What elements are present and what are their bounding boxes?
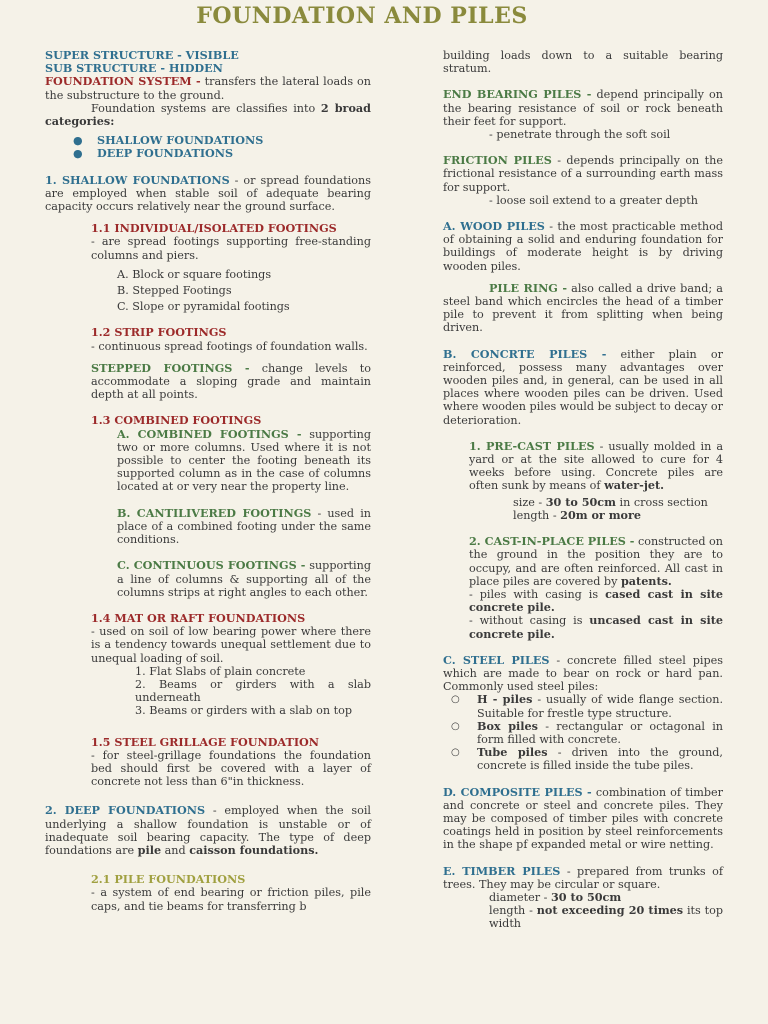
length-line <box>513 509 723 522</box>
item-text: - driven into the ground, concrete is filled inside the tube piles. <box>477 746 723 773</box>
section-heading: 1.2 STRIP FOOTINGS <box>91 325 227 340</box>
length-value: 20m or more <box>560 507 642 522</box>
precast-head: 1. PRE-CAST PILES <box>469 438 595 453</box>
deep-head: 2. DEEP FOUNDATIONS <box>45 803 206 818</box>
shallow-head: 1. SHALLOW FOUNDATIONS <box>45 172 230 187</box>
continuous-text: supporting a line of columns & supporting all of the columns strips at right angles to each other. <box>117 559 372 599</box>
list-item: A. Block or square footings <box>117 267 272 281</box>
section-1-1 <box>91 222 371 788</box>
super-structure-label: SUPER STRUCTURE - VISIBLE <box>45 48 239 62</box>
mat-type-list <box>135 665 371 718</box>
composite-piles-text: combination of timber and concrete or steel and concrete piles. They may be composed of timber piles with concrete coatings held in position by steel reinforcements in the shape pf expanded metal or wire netting. <box>443 785 723 852</box>
friction-para <box>443 154 723 194</box>
cased-line <box>469 588 723 614</box>
concrete-subsections <box>469 440 723 641</box>
shallow-para <box>45 174 371 214</box>
deep-pile: pile <box>137 842 162 857</box>
section-text: - are spread footings supporting free-standing columns and piers. <box>91 235 371 262</box>
classification-para <box>45 102 371 128</box>
cased-bold: cased cast in site concrete pile. <box>469 586 723 615</box>
steel-piles-para <box>443 654 723 694</box>
footing-type-list <box>117 268 371 314</box>
item-bold: Tube piles <box>477 745 548 760</box>
right-column <box>443 49 723 931</box>
cast-in-place-para <box>469 535 723 588</box>
steel-piles-head: C. STEEL PILES <box>443 652 550 667</box>
friction-text: - depends principally on the frictional resistance of a surrounding earth mass for support. <box>443 154 723 194</box>
cast-in-place-head: 2. CAST-IN-PLACE PILES - <box>469 534 635 549</box>
sub-structure-label: SUB STRUCTURE - HIDDEN <box>45 61 223 76</box>
size-value: 30 to 50cm <box>545 494 616 509</box>
cased-text: - piles with casing is <box>469 587 606 601</box>
composite-piles-para <box>443 786 723 852</box>
classification-text: Foundation systems are classifies into <box>91 101 321 115</box>
friction-sub: - loose soil extend to a greater depth <box>489 193 698 207</box>
end-bearing-text: depend principally on the bearing resistance of soil or rock beneath their feet for support. <box>443 88 723 128</box>
shallow-text: - or spread foundations are employed when stable soil of adequate bearing capacity occurs relatively near the ground surface. <box>45 173 371 214</box>
timber-length-line <box>489 904 723 930</box>
list-item: ● SHALLOW FOUNDATIONS <box>73 134 371 147</box>
timber-piles-head: E. TIMBER PILES <box>443 863 561 878</box>
continuation-text: building loads down to a suitable bearing stratum. <box>443 49 723 76</box>
combined-para <box>117 428 371 494</box>
item-bold: H - piles <box>477 692 533 707</box>
deep-text: - employed when the soil underlying a shallow foundation is unstable or of inadequate soil bearing capacity. The type of deep foundations are <box>45 804 372 857</box>
combined-text: supporting two or more columns. Used where it is not possible to center the footing beneath its supported column as in the case of columns located at or very near the property line. <box>117 427 371 494</box>
friction-head: FRICTION PILES <box>443 153 552 168</box>
list-item: ● DEEP FOUNDATIONS <box>73 147 371 160</box>
length-label: length - <box>513 508 561 522</box>
pile-ring-text: also called a drive band; a steel band which encircles the head of a timber pile to prevent it from splitting when being driven. <box>443 281 723 335</box>
stepped-para <box>91 362 371 402</box>
category-list <box>45 134 371 160</box>
deep-para <box>45 804 371 857</box>
foundation-system-text: transfers the lateral loads on the substructure to the ground. <box>45 75 371 102</box>
cast-in-place-text: constructed on the ground in the position they are to occupy, and are often reinforced. All cast in place piles are covered by <box>469 535 723 588</box>
section-text: - used on soil of low bearing power where there is a tendency towards unequal settlement due to unequal loading of soil. <box>91 625 371 665</box>
list-item <box>451 746 723 772</box>
cantilevered-head: B. CANTILIVERED FOOTINGS <box>117 505 312 520</box>
list-item: 2. Beams or girders with a slab underneath <box>135 677 371 705</box>
left-column <box>45 49 371 913</box>
section-text: - continuous spread footings of foundation walls. <box>91 339 368 353</box>
section-text: - for steel-grillage foundations the foundation bed should first be covered with a layer of concrete not less than 6"in thickness. <box>91 748 371 789</box>
deep-caisson: caisson foundations. <box>189 842 319 857</box>
wood-piles-head: A. WOOD PILES <box>443 219 545 234</box>
foundation-system-head: FOUNDATION SYSTEM - <box>45 74 201 89</box>
size-rest: in cross section <box>615 495 708 509</box>
timber-piles-text: - prepared from trunks of trees. They may be circular or square. <box>443 864 723 891</box>
section-heading: 2.1 PILE FOUNDATIONS <box>91 872 246 887</box>
list-item <box>451 693 723 719</box>
precast-bold: water-jet. <box>604 478 665 493</box>
uncased-line <box>469 614 723 640</box>
timber-piles-para <box>443 865 723 891</box>
composite-piles-head: D. COMPOSITE PILES - <box>443 784 592 799</box>
diameter-value: 30 to 50cm <box>551 889 622 904</box>
end-bearing-para <box>443 88 723 128</box>
list-item: C. Slope or pyramidal footings <box>117 300 290 314</box>
end-bearing-head: END BEARING PILES - <box>443 87 592 102</box>
uncased-bold: uncased cast in site concrete pile. <box>469 613 723 641</box>
cantilevered-para <box>117 507 371 547</box>
steel-pile-list <box>443 693 723 772</box>
combined-head: A. COMBINED FOOTINGS - <box>117 426 302 441</box>
concrete-piles-text: either plain or reinforced, possess many advantages over wooden piles and, in general, can be used in all places where wooden piles can be driven. Used where wooden piles would be subject to decay or deterioration. <box>443 347 723 427</box>
list-item: 3. Beams or girders with a slab on top <box>135 704 353 718</box>
end-bearing-sub: - penetrate through the soft soil <box>489 128 671 142</box>
section-heading: 1.4 MAT OR RAFT FOUNDATIONS <box>91 610 306 625</box>
precast-para <box>469 440 723 493</box>
continuous-para <box>117 559 371 599</box>
section-text: - a system of end bearing or friction piles, pile caps, and tie beams for transferring b <box>91 886 371 913</box>
patents-bold: patents. <box>620 573 672 588</box>
size-label: size - <box>513 495 546 509</box>
foundation-system-para <box>45 75 371 101</box>
timber-length-label: length - <box>489 904 537 918</box>
pile-ring-head: PILE RING - <box>489 280 568 295</box>
precast-text: - usually molded in a yard or at the site allowed to cure for 4 weeks before using. Concrete piles are often sunk by means of <box>469 439 723 493</box>
section-heading: 1.1 INDIVIDUAL/ISOLATED FOOTINGS <box>91 221 337 236</box>
wood-piles-para <box>443 220 723 273</box>
concrete-piles-para <box>443 348 723 427</box>
diameter-label: diameter - <box>489 890 551 904</box>
deep-and: and <box>161 843 190 857</box>
classification-bold: 2 broad categories: <box>45 100 371 129</box>
stepped-text: change levels to accommodate a sloping grade and maintain depth at all points. <box>91 361 371 402</box>
list-item: 1. Flat Slabs of plain concrete <box>135 664 306 678</box>
uncased-text: - without casing is <box>469 614 590 628</box>
section-heading: 1.5 STEEL GRILLAGE FOUNDATION <box>91 734 320 749</box>
pile-ring-para <box>443 282 723 335</box>
section-2-1 <box>91 873 371 913</box>
timber-length-value: not exceeding 20 times <box>536 903 684 918</box>
item-bold: Box piles <box>477 718 538 733</box>
section-heading: 1.3 COMBINED FOOTINGS <box>91 413 262 428</box>
stepped-head: STEPPED FOOTINGS - <box>91 360 250 375</box>
timber-length-rest: its top width <box>489 904 723 931</box>
item-text: - usually of wide flange section. Suitable for frestle type structure. <box>477 693 723 720</box>
concrete-piles-head: B. CONCRTE PILES - <box>443 346 607 361</box>
item-text: - rectangular or octagonal in form filled with concrete. <box>477 719 723 746</box>
steel-piles-text: - concrete filled steel pipes which are made to bear on rock or hard pan. Commonly used steel piles: <box>443 653 723 694</box>
list-item <box>451 720 723 746</box>
continuous-head: C. CONTINUOUS FOOTINGS - <box>117 558 306 573</box>
page-title: FOUNDATION AND PILES <box>196 3 528 29</box>
cantilevered-text: - used in place of a combined footing under the same conditions. <box>117 506 371 547</box>
list-item: B. Stepped Footings <box>117 284 232 298</box>
wood-piles-text: - the most practicable method of obtaining a solid and enduring foundation for buildings of moderate height is by driving wooden piles. <box>443 220 723 273</box>
